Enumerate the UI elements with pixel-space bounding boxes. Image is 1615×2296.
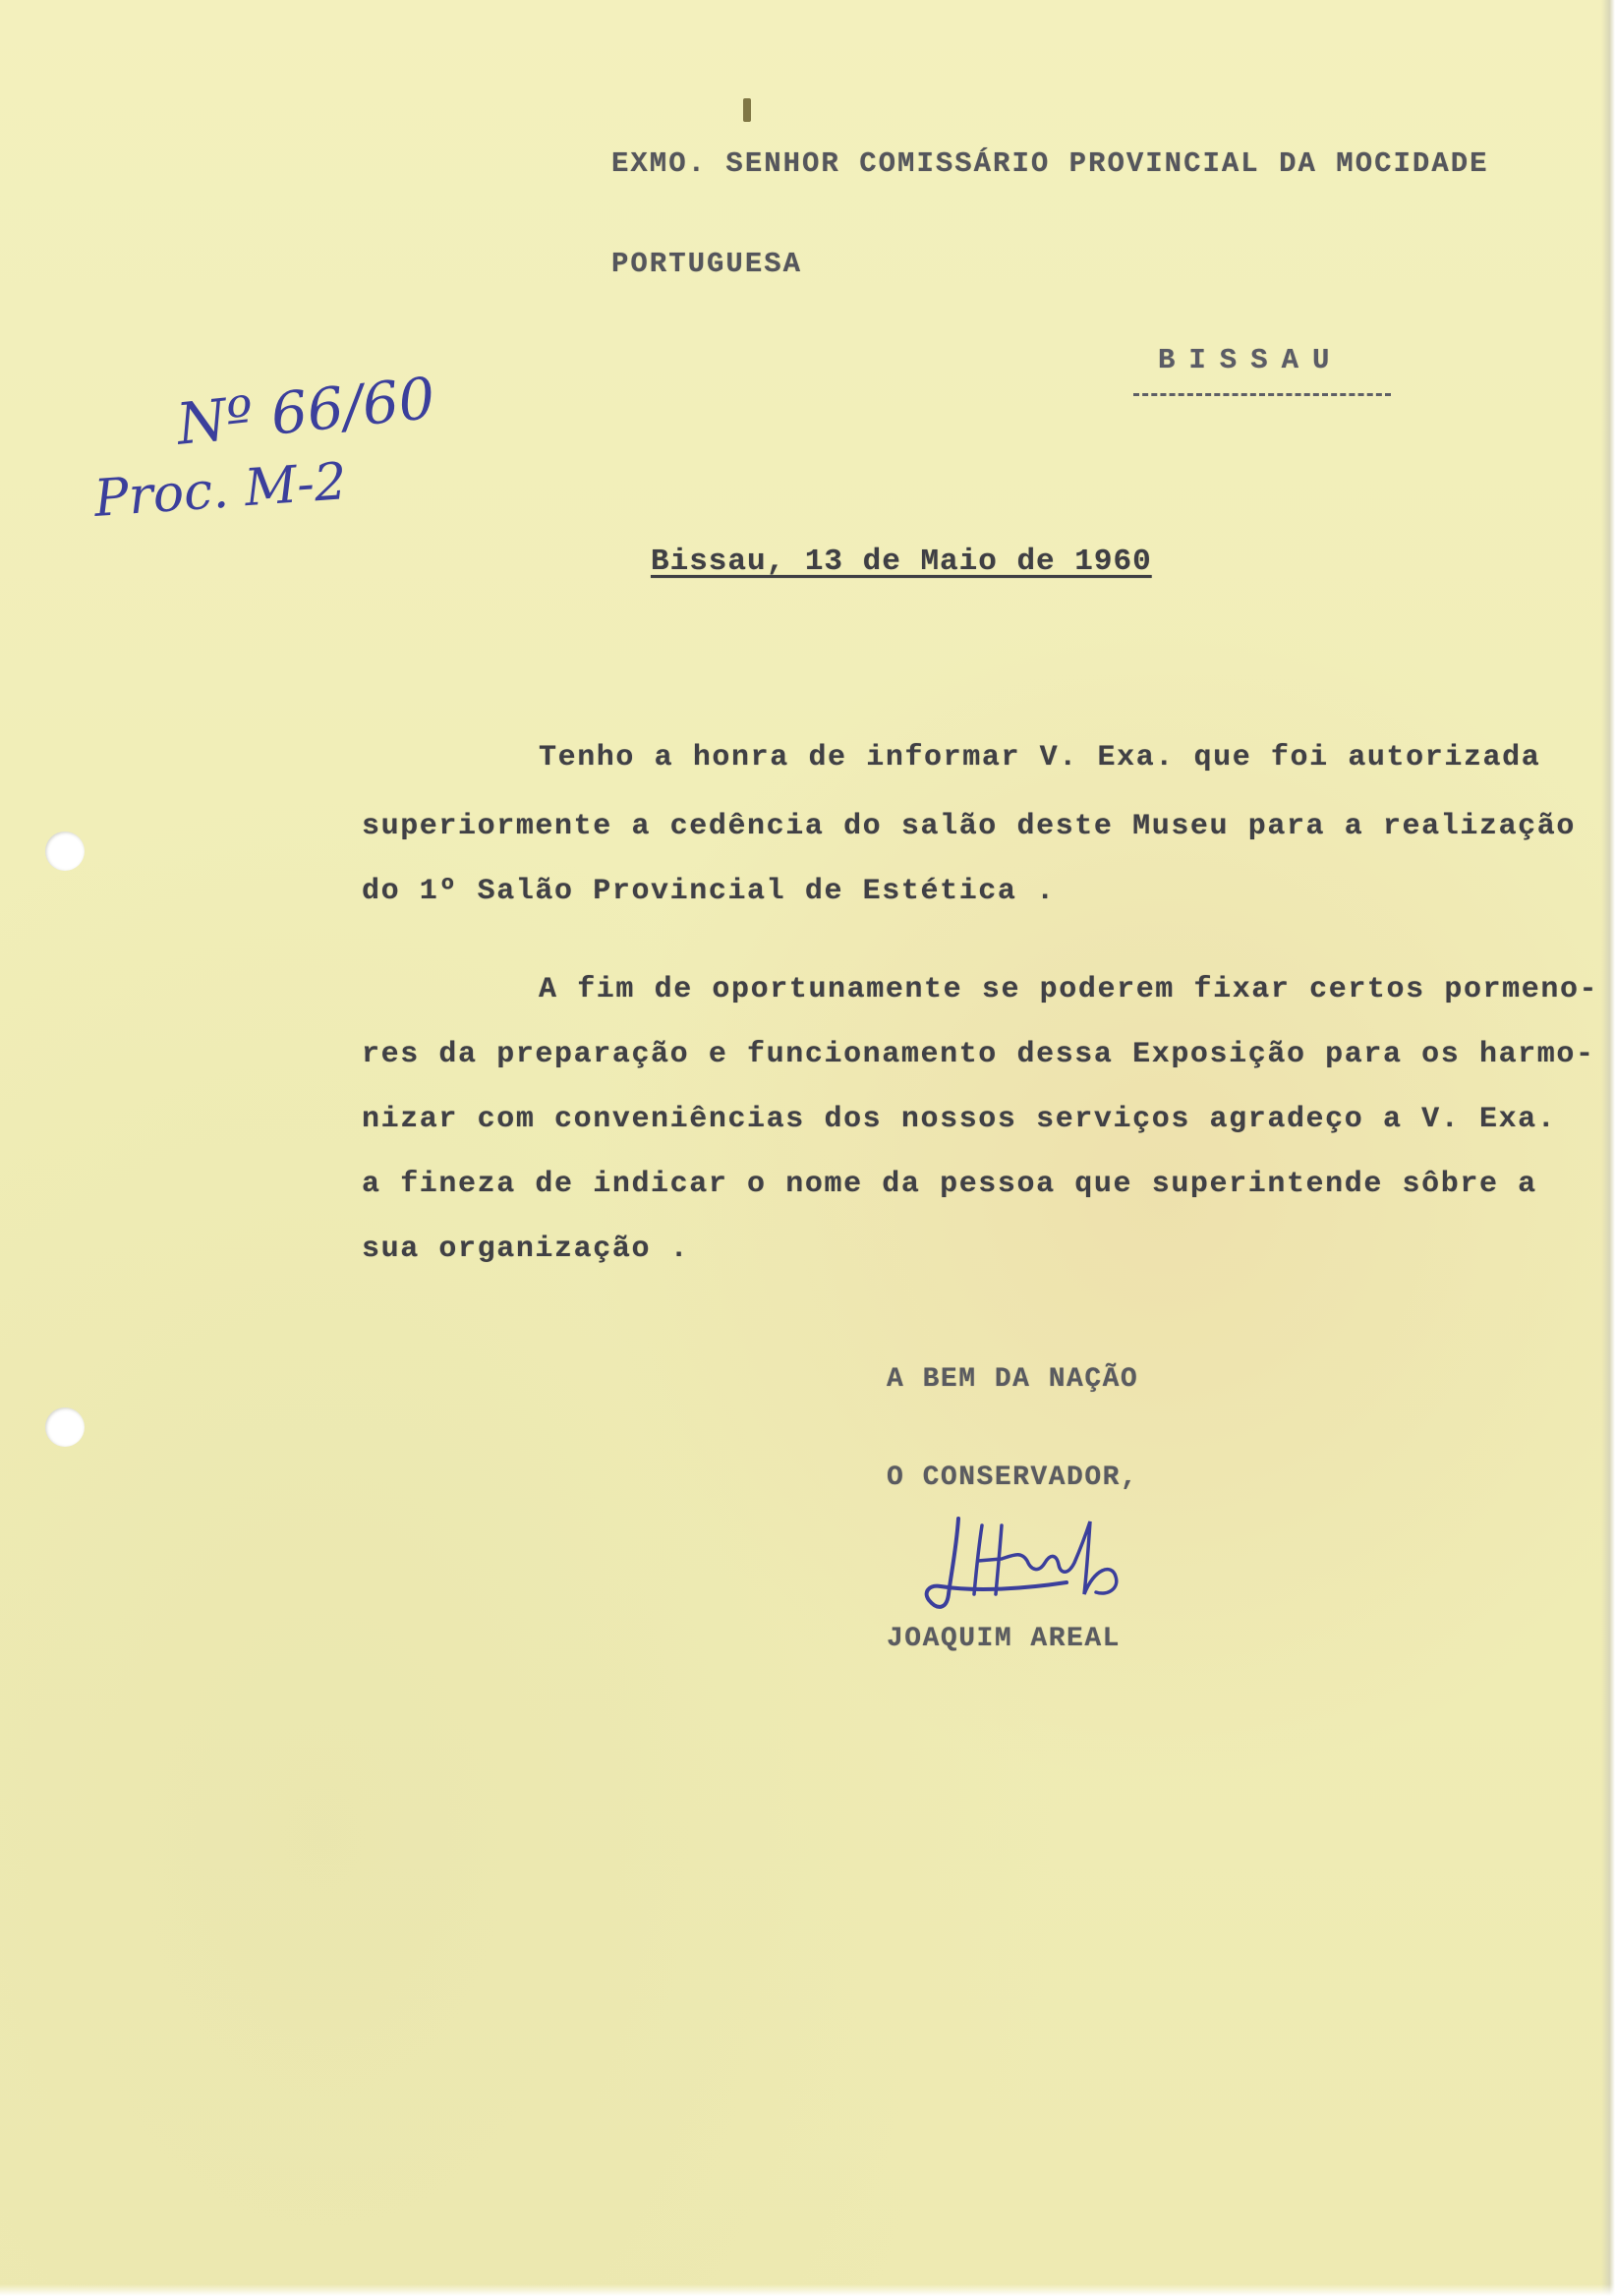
addressee-city: BISSAU	[1158, 344, 1344, 376]
paragraph-line: res da preparação e funcionamento dessa Exposição para os harmo-	[362, 1038, 1595, 1071]
handwritten-reference-number: Nº 66/60	[173, 364, 438, 458]
closing-salutation: A BEM DA NAÇÃO	[887, 1364, 1139, 1395]
paragraph-line: sua organização .	[362, 1233, 690, 1266]
paragraph-line: do 1º Salão Provincial de Estética .	[362, 875, 1056, 908]
handwritten-signature-icon	[919, 1504, 1165, 1622]
paper-edge-right	[1601, 0, 1615, 2296]
punch-hole-top	[45, 832, 85, 871]
signatory-role: O CONSERVADOR,	[887, 1463, 1139, 1493]
ink-mark	[743, 98, 751, 122]
paragraph-line: superiormente a cedência do salão deste Museu para a realização	[362, 810, 1576, 843]
punch-hole-bottom	[45, 1407, 85, 1447]
paragraph-line: Tenho a honra de informar V. Exa. que foi autorizada	[539, 741, 1541, 775]
city-underline	[1133, 393, 1391, 400]
signatory-name: JOAQUIM AREAL	[887, 1624, 1121, 1654]
date-line: Bissau, 13 de Maio de 1960	[651, 545, 1152, 579]
handwritten-process-reference: Proc. M-2	[91, 452, 349, 529]
paragraph-line: A fim de oportunamente se poderem fixar certos pormeno-	[539, 973, 1599, 1006]
addressee-line-2: PORTUGUESA	[611, 248, 803, 280]
paper-edge-bottom	[0, 2284, 1615, 2296]
addressee-line-1: EXMO. SENHOR COMISSÁRIO PROVINCIAL DA MOCIDADE	[611, 147, 1489, 180]
paragraph-line: nizar com conveniências dos nossos serviços agradeço a V. Exa.	[362, 1103, 1557, 1136]
paragraph-line: a fineza de indicar o nome da pessoa que superintende sôbre a	[362, 1168, 1537, 1201]
